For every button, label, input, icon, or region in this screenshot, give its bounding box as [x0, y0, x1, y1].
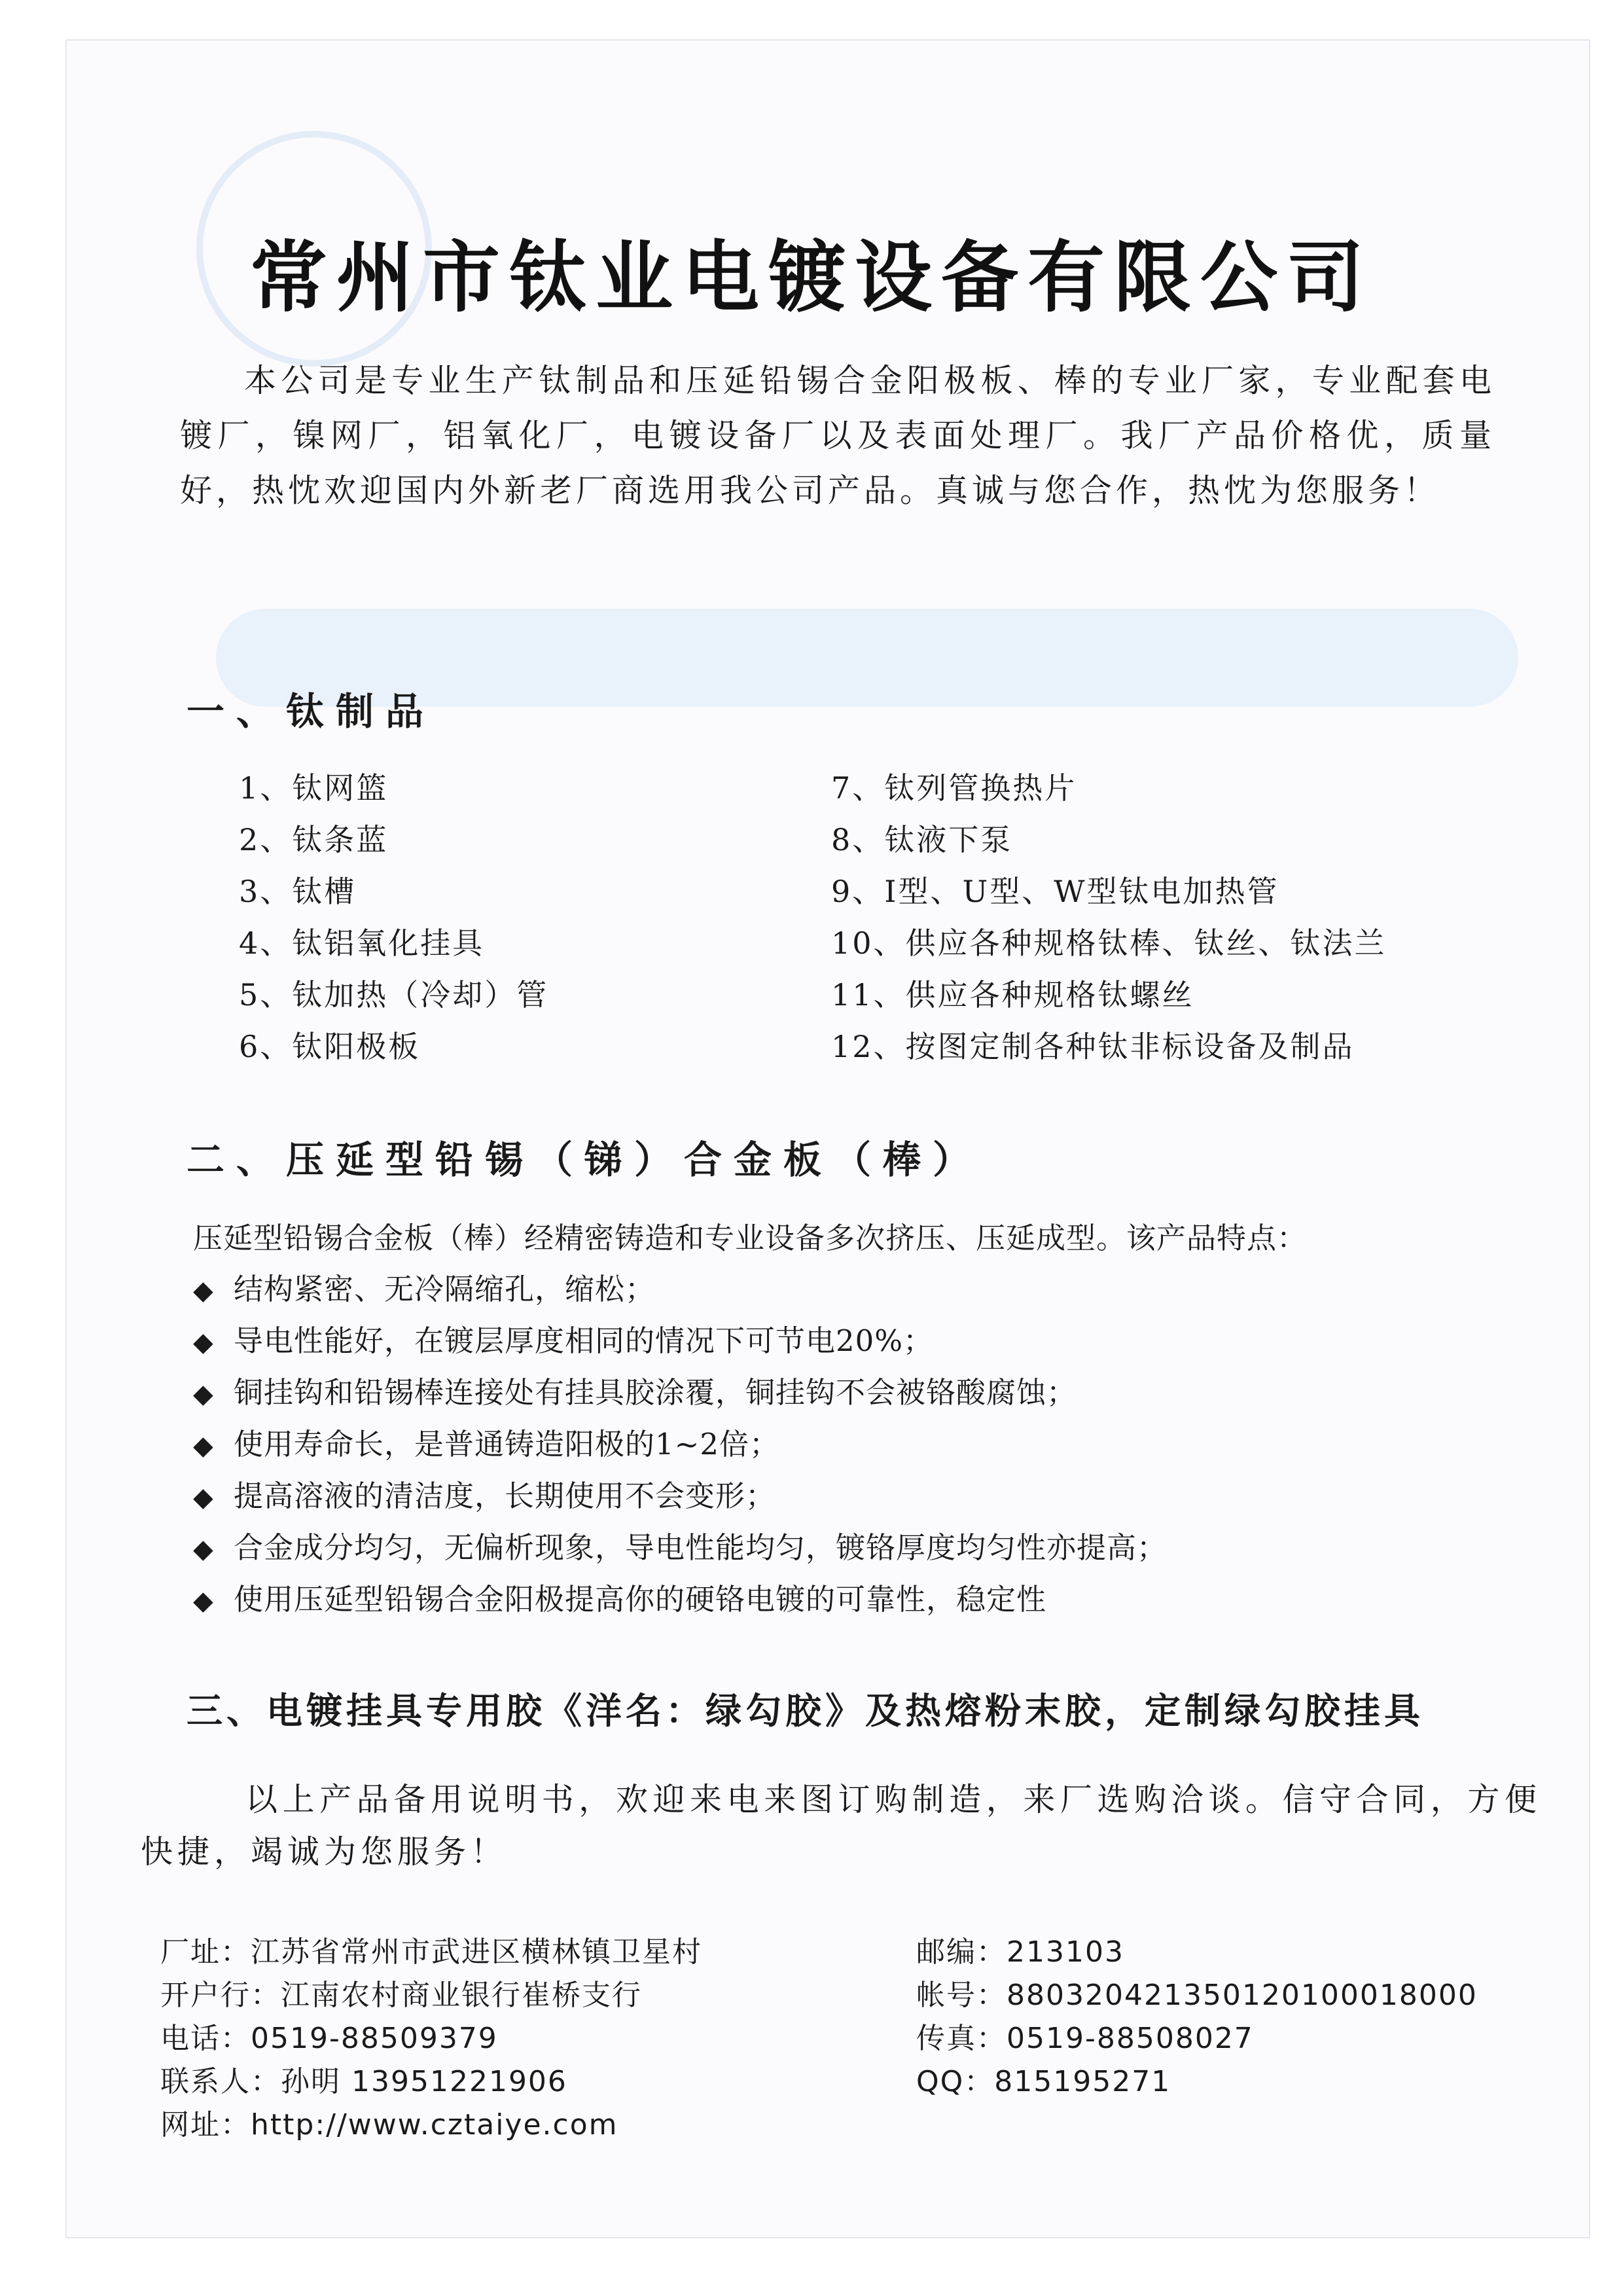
feature-text: 铜挂钩和铅锡棒连接处有挂具胶涂覆，铜挂钩不会被铬酸腐蚀；	[234, 1375, 1077, 1410]
feature-text: 使用寿命长，是普通铸造阳极的1~2倍；	[234, 1427, 779, 1462]
contact-block-right	[916, 1931, 1478, 2104]
list-item: 6、钛阳极板	[239, 1029, 421, 1064]
section1-heading: 一、钛制品	[187, 689, 436, 734]
section2-intro: 压延型铅锡合金板（棒）经精密铸造和专业设备多次挤压、压延成型。该产品特点：	[193, 1221, 1308, 1255]
feature-text: 使用压延型铅锡合金阳极提高你的硬铬电镀的可靠性，稳定性	[234, 1582, 1047, 1617]
contact-account: 帐号：880320421350120100018000	[916, 1979, 1478, 2012]
list-item: 11、供应各种规格钛螺丝	[831, 977, 1194, 1013]
list-item: 1、钛网篮	[239, 770, 389, 806]
feature-text: 合金成分均匀，无偏析现象，导电性能均匀，镀铬厚度均匀性亦提高；	[234, 1530, 1168, 1565]
contact-postcode: 邮编：213103	[916, 1935, 1124, 1969]
list-item: 5、钛加热（冷却）管	[239, 977, 549, 1013]
list-item: 8、钛液下泵	[831, 822, 1013, 857]
list-item: 3、钛槽	[239, 874, 357, 909]
feature-item	[193, 1573, 1167, 1625]
titanium-products-left	[239, 762, 548, 1073]
list-item: 10、供应各种规格钛棒、钛丝、钛法兰	[831, 925, 1387, 961]
feature-item	[193, 1522, 1167, 1573]
diamond-bullet-icon: ◆	[193, 1431, 214, 1461]
list-item: 12、按图定制各种钛非标设备及制品	[831, 1029, 1355, 1064]
contact-fax: 传真：0519-88508027	[916, 2022, 1254, 2055]
diamond-bullet-icon: ◆	[193, 1586, 214, 1616]
feature-item	[193, 1418, 1167, 1470]
section3-heading: 三、电镀挂具专用胶《洋名：绿勾胶》及热熔粉末胶，定制绿勾胶挂具	[187, 1689, 1425, 1732]
company-title: 常州市钛业电镀设备有限公司	[249, 232, 1373, 323]
feature-item	[193, 1367, 1167, 1418]
diamond-bullet-icon: ◆	[193, 1534, 214, 1564]
company-intro: 本公司是专业生产钛制品和压延铅锡合金阳极板、棒的专业厂家，专业配套电镀厂，镍网厂，铝氧化厂，电镀设备厂以及表面处理厂。我厂产品价格优，质量好，热忱欢迎国内外新老厂商选用我公司产品。真诚与您合作，热忱为您服务！	[180, 362, 1495, 509]
contact-website: 网址：http://www.cztaiye.com	[160, 2108, 618, 2142]
contact-person: 联系人：孙明 13951221906	[160, 2065, 567, 2098]
diamond-bullet-icon: ◆	[193, 1276, 214, 1306]
feature-text: 提高溶液的清洁度，长期使用不会变形；	[234, 1479, 776, 1513]
list-item: 4、钛铝氧化挂具	[239, 925, 485, 961]
diamond-bullet-icon: ◆	[193, 1379, 214, 1409]
feature-text: 结构紧密、无冷隔缩孔，缩松；	[234, 1272, 656, 1306]
contact-address: 厂址：江苏省常州市武进区横林镇卫星村	[160, 1935, 702, 1969]
feature-text: 导电性能好，在镀层厚度相同的情况下可节电20%；	[234, 1323, 934, 1358]
diamond-bullet-icon: ◆	[193, 1482, 214, 1513]
contact-phone: 电话：0519-88509379	[160, 2022, 498, 2055]
list-item: 2、钛条蓝	[239, 822, 389, 857]
contact-bank: 开户行：江南农村商业银行崔桥支行	[160, 1979, 642, 2012]
contact-qq: QQ：815195271	[916, 2065, 1171, 2098]
feature-list	[193, 1263, 1167, 1625]
titanium-products-right	[831, 762, 1387, 1073]
diamond-bullet-icon: ◆	[193, 1327, 214, 1357]
feature-item	[193, 1263, 1167, 1315]
feature-item	[193, 1315, 1167, 1367]
closing-paragraph: 以上产品备用说明书，欢迎来电来图订购制造，来厂选购洽谈。信守合同，方便快捷，竭诚为您服务！	[141, 1781, 1541, 1871]
contact-block-left	[160, 1931, 702, 2147]
list-item: 7、钛列管换热片	[831, 770, 1077, 806]
list-item: 9、I型、U型、W型钛电加热管	[831, 874, 1279, 909]
feature-item	[193, 1470, 1167, 1522]
section2-heading: 二、压延型铅锡（锑）合金板（棒）	[187, 1138, 983, 1182]
